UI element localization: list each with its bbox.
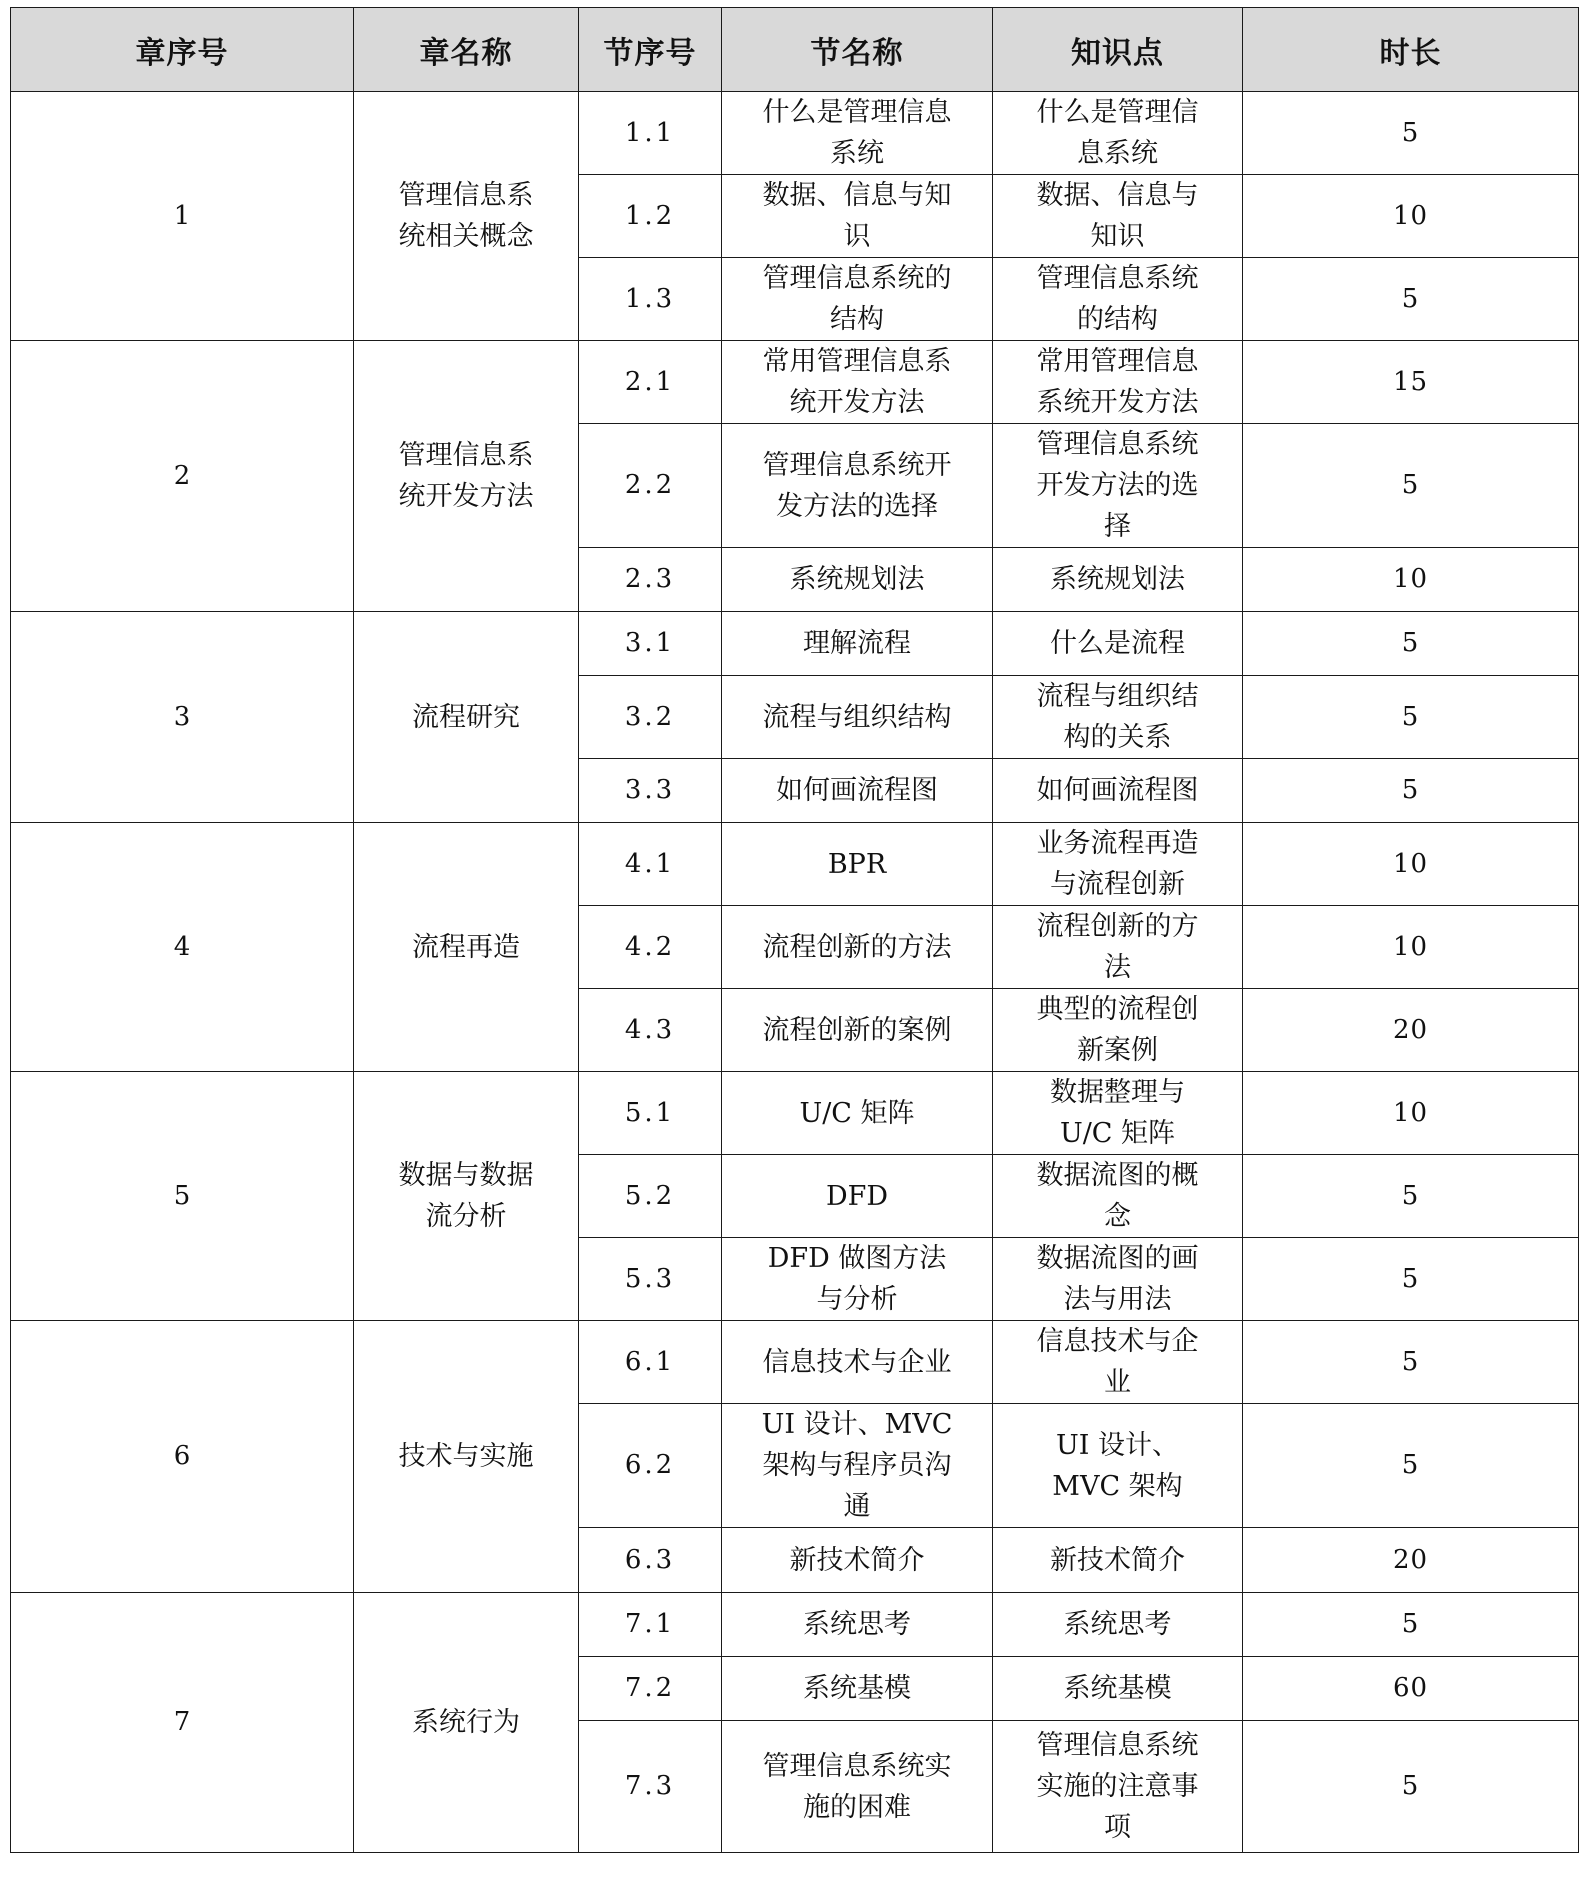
section-name-cell-text: DFD bbox=[825, 1180, 889, 1212]
chapter-name-cell-text: 数据与数据流分析 bbox=[398, 1160, 534, 1232]
section-name-cell bbox=[722, 759, 993, 823]
section-number-cell-text: 6.3 bbox=[624, 1544, 676, 1575]
knowledge-point-cell-text: 如何画流程图 bbox=[1036, 775, 1199, 806]
duration-cell-text: 10 bbox=[1392, 564, 1429, 594]
section-number-cell bbox=[579, 1404, 722, 1528]
section-number-cell bbox=[579, 1321, 722, 1404]
knowledge-point-cell-text: 流程创新的方法 bbox=[1036, 911, 1199, 983]
header-section-name: 节名称 bbox=[722, 8, 993, 92]
duration-cell-text: 10 bbox=[1392, 1097, 1429, 1128]
knowledge-point-cell-text: UI 设计、MVC 架构 bbox=[1052, 1429, 1183, 1502]
section-number-cell-text: 2.2 bbox=[624, 470, 676, 500]
knowledge-point-cell bbox=[993, 1657, 1243, 1721]
chapter-number-cell bbox=[11, 92, 354, 341]
chapter-number-cell-text: 4 bbox=[173, 931, 191, 962]
duration-cell-text: 5 bbox=[1401, 1346, 1420, 1377]
section-number-cell-text: 3.3 bbox=[624, 775, 676, 805]
knowledge-point-cell bbox=[993, 92, 1243, 175]
header-chapter-number: 章序号 bbox=[11, 8, 354, 92]
section-name-cell bbox=[722, 906, 993, 989]
section-number-cell bbox=[579, 906, 722, 989]
knowledge-point-cell-text: 数据流图的概念 bbox=[1036, 1160, 1199, 1232]
duration-cell bbox=[1243, 341, 1579, 424]
knowledge-point-cell bbox=[993, 175, 1243, 258]
section-name-cell-text: DFD 做图方法与分析 bbox=[767, 1243, 947, 1315]
knowledge-point-cell bbox=[993, 1404, 1243, 1528]
knowledge-point-cell-text: 典型的流程创新案例 bbox=[1036, 994, 1199, 1066]
header-knowledge-point: 知识点 bbox=[993, 8, 1243, 92]
chapter-number-cell-text: 3 bbox=[173, 701, 191, 732]
section-name-cell-text: 什么是管理信息系统 bbox=[762, 97, 952, 169]
knowledge-point-cell-text: 数据、信息与知识 bbox=[1036, 180, 1199, 252]
section-name-cell bbox=[722, 676, 993, 759]
duration-cell-text: 5 bbox=[1401, 1263, 1420, 1294]
section-number-cell-text: 7.2 bbox=[624, 1673, 676, 1703]
section-number-cell-text: 6.2 bbox=[624, 1450, 676, 1480]
chapter-name-cell-text: 流程再造 bbox=[412, 931, 520, 963]
section-number-cell bbox=[579, 341, 722, 424]
chapter-number-cell bbox=[11, 612, 354, 823]
chapter-number-cell bbox=[11, 1072, 354, 1321]
duration-cell bbox=[1243, 424, 1579, 548]
duration-cell bbox=[1243, 823, 1579, 906]
section-number-cell-text: 4.1 bbox=[624, 848, 676, 879]
section-name-cell-text: UI 设计、MVC 架构与程序员沟通 bbox=[761, 1409, 953, 1522]
duration-cell bbox=[1243, 612, 1579, 676]
chapter-name-cell bbox=[354, 92, 579, 341]
section-name-cell bbox=[722, 258, 993, 341]
section-name-cell-text: 系统基模 bbox=[803, 1673, 911, 1704]
knowledge-point-cell bbox=[993, 548, 1243, 612]
chapter-name-cell bbox=[354, 612, 579, 823]
chapter-name-cell-text: 流程研究 bbox=[412, 701, 520, 733]
knowledge-point-cell bbox=[993, 1155, 1243, 1238]
knowledge-point-cell bbox=[993, 676, 1243, 759]
knowledge-point-cell-text: 业务流程再造与流程创新 bbox=[1036, 828, 1199, 900]
duration-cell bbox=[1243, 1528, 1579, 1593]
section-number-cell-text: 6.1 bbox=[624, 1346, 676, 1377]
section-name-cell-text: U/C 矩阵 bbox=[799, 1097, 915, 1129]
chapter-number-cell bbox=[11, 341, 354, 612]
section-number-cell bbox=[579, 92, 722, 175]
knowledge-point-cell-text: 系统规划法 bbox=[1050, 564, 1185, 595]
duration-cell bbox=[1243, 1321, 1579, 1404]
duration-cell-text: 5 bbox=[1401, 628, 1420, 658]
section-number-cell bbox=[579, 823, 722, 906]
chapter-number-cell-text: 7 bbox=[173, 1707, 191, 1737]
duration-cell-text: 10 bbox=[1392, 848, 1429, 879]
duration-cell-text: 5 bbox=[1401, 1450, 1420, 1480]
chapter-name-cell bbox=[354, 1072, 579, 1321]
section-name-cell-text: 理解流程 bbox=[803, 628, 911, 659]
duration-cell bbox=[1243, 1155, 1579, 1238]
duration-cell bbox=[1243, 759, 1579, 823]
knowledge-point-cell-text: 系统思考 bbox=[1063, 1609, 1172, 1640]
section-number-cell-text: 4.2 bbox=[624, 931, 676, 962]
knowledge-point-cell bbox=[993, 759, 1243, 823]
table-row bbox=[11, 1593, 1579, 1657]
table-row bbox=[11, 823, 1579, 906]
knowledge-point-cell-text: 管理信息系统的结构 bbox=[1036, 263, 1199, 335]
section-number-cell bbox=[579, 1155, 722, 1238]
chapter-number-cell-text: 5 bbox=[173, 1180, 191, 1211]
duration-cell bbox=[1243, 92, 1579, 175]
header-chapter-name: 章名称 bbox=[354, 8, 579, 92]
header-section-number: 节序号 bbox=[579, 8, 722, 92]
chapter-name-cell bbox=[354, 1593, 579, 1853]
knowledge-point-cell-text: 管理信息系统开发方法的选择 bbox=[1036, 429, 1199, 542]
section-number-cell-text: 4.3 bbox=[624, 1014, 676, 1045]
section-name-cell bbox=[722, 1721, 993, 1853]
table-row bbox=[11, 612, 1579, 676]
section-number-cell bbox=[579, 1238, 722, 1321]
table-row bbox=[11, 1321, 1579, 1404]
section-name-cell bbox=[722, 1657, 993, 1721]
section-number-cell bbox=[579, 989, 722, 1072]
knowledge-point-cell bbox=[993, 823, 1243, 906]
chapter-number-cell bbox=[11, 1593, 354, 1853]
knowledge-point-cell-text: 信息技术与企业 bbox=[1036, 1326, 1199, 1398]
section-number-cell-text: 2.1 bbox=[624, 366, 676, 397]
duration-cell bbox=[1243, 1238, 1579, 1321]
table-row bbox=[11, 341, 1579, 424]
table-row bbox=[11, 1072, 1579, 1155]
chapter-number-cell bbox=[11, 823, 354, 1072]
chapter-name-cell bbox=[354, 341, 579, 612]
section-name-cell-text: 数据、信息与知识 bbox=[762, 180, 952, 252]
section-number-cell-text: 5.3 bbox=[624, 1263, 676, 1294]
knowledge-point-cell-text: 新技术简介 bbox=[1050, 1544, 1185, 1576]
section-number-cell bbox=[579, 759, 722, 823]
chapter-name-cell-text: 管理信息系统开发方法 bbox=[398, 440, 534, 512]
knowledge-point-cell bbox=[993, 989, 1243, 1072]
table-row bbox=[11, 92, 1579, 175]
section-number-cell bbox=[579, 1072, 722, 1155]
knowledge-point-cell bbox=[993, 1721, 1243, 1853]
section-number-cell bbox=[579, 175, 722, 258]
duration-cell-text: 5 bbox=[1401, 117, 1420, 148]
knowledge-point-cell bbox=[993, 1321, 1243, 1404]
section-number-cell bbox=[579, 258, 722, 341]
duration-cell-text: 5 bbox=[1401, 775, 1420, 805]
section-number-cell-text: 3.1 bbox=[624, 628, 676, 658]
section-name-cell-text: 信息技术与企业 bbox=[762, 1346, 952, 1378]
chapter-number-cell-text: 1 bbox=[173, 200, 191, 231]
duration-cell bbox=[1243, 989, 1579, 1072]
section-name-cell bbox=[722, 1238, 993, 1321]
section-name-cell bbox=[722, 1321, 993, 1404]
duration-cell bbox=[1243, 175, 1579, 258]
section-name-cell-text: 管理信息系统实施的困难 bbox=[762, 1750, 952, 1823]
section-name-cell bbox=[722, 989, 993, 1072]
duration-cell-text: 5 bbox=[1401, 470, 1420, 500]
section-name-cell-text: 流程创新的方法 bbox=[762, 931, 952, 963]
section-name-cell bbox=[722, 1072, 993, 1155]
header-duration: 时长 bbox=[1243, 8, 1579, 92]
duration-cell-text: 20 bbox=[1392, 1544, 1429, 1575]
duration-cell bbox=[1243, 548, 1579, 612]
section-name-cell bbox=[722, 612, 993, 676]
chapter-number-cell-text: 6 bbox=[173, 1441, 191, 1471]
knowledge-point-cell-text: 数据流图的画法与用法 bbox=[1036, 1243, 1199, 1315]
section-name-cell-text: 系统思考 bbox=[803, 1609, 911, 1640]
knowledge-point-cell-text: 流程与组织结构的关系 bbox=[1036, 681, 1199, 753]
section-name-cell-text: 管理信息系统的结构 bbox=[762, 263, 952, 335]
duration-cell-text: 5 bbox=[1401, 1180, 1420, 1211]
chapter-number-cell-text: 2 bbox=[173, 460, 191, 491]
section-name-cell-text: 新技术简介 bbox=[789, 1544, 925, 1576]
section-number-cell bbox=[579, 676, 722, 759]
knowledge-point-cell bbox=[993, 1238, 1243, 1321]
table-body bbox=[11, 92, 1579, 1853]
section-name-cell bbox=[722, 341, 993, 424]
knowledge-point-cell bbox=[993, 1528, 1243, 1593]
chapter-name-cell-text: 技术与实施 bbox=[398, 1441, 534, 1472]
duration-cell bbox=[1243, 676, 1579, 759]
duration-cell-text: 10 bbox=[1392, 931, 1429, 962]
section-number-cell-text: 5.2 bbox=[624, 1180, 676, 1211]
section-number-cell bbox=[579, 612, 722, 676]
knowledge-point-cell bbox=[993, 341, 1243, 424]
duration-cell-text: 5 bbox=[1401, 1771, 1420, 1801]
section-name-cell bbox=[722, 424, 993, 548]
section-number-cell bbox=[579, 424, 722, 548]
section-number-cell bbox=[579, 548, 722, 612]
knowledge-point-cell bbox=[993, 906, 1243, 989]
knowledge-point-cell bbox=[993, 612, 1243, 676]
duration-cell bbox=[1243, 1721, 1579, 1853]
knowledge-point-cell-text: 管理信息系统实施的注意事项 bbox=[1036, 1730, 1199, 1843]
duration-cell bbox=[1243, 1657, 1579, 1721]
section-name-cell-text: 如何画流程图 bbox=[776, 775, 938, 806]
chapter-name-cell-text: 系统行为 bbox=[412, 1707, 520, 1738]
header-row bbox=[11, 8, 1579, 92]
knowledge-point-cell bbox=[993, 258, 1243, 341]
section-name-cell-text: BPR bbox=[827, 848, 887, 880]
section-name-cell-text: 常用管理信息系统开发方法 bbox=[762, 346, 952, 418]
duration-cell-text: 20 bbox=[1392, 1014, 1429, 1045]
section-number-cell-text: 7.3 bbox=[624, 1771, 676, 1801]
section-name-cell bbox=[722, 1404, 993, 1528]
section-name-cell-text: 流程创新的案例 bbox=[762, 1014, 952, 1046]
duration-cell-text: 5 bbox=[1401, 701, 1420, 732]
knowledge-point-cell bbox=[993, 1072, 1243, 1155]
course-schedule-table bbox=[10, 7, 1579, 1853]
knowledge-point-cell-text: 系统基模 bbox=[1063, 1673, 1172, 1704]
duration-cell-text: 5 bbox=[1401, 283, 1420, 314]
knowledge-point-cell bbox=[993, 424, 1243, 548]
section-name-cell bbox=[722, 548, 993, 612]
section-number-cell-text: 1.2 bbox=[624, 200, 676, 231]
duration-cell-text: 10 bbox=[1392, 200, 1429, 231]
duration-cell bbox=[1243, 906, 1579, 989]
chapter-number-cell bbox=[11, 1321, 354, 1593]
section-number-cell bbox=[579, 1593, 722, 1657]
section-number-cell bbox=[579, 1657, 722, 1721]
section-name-cell-text: 系统规划法 bbox=[789, 564, 925, 595]
section-number-cell bbox=[579, 1721, 722, 1853]
section-name-cell-text: 流程与组织结构 bbox=[762, 701, 952, 733]
section-name-cell bbox=[722, 1593, 993, 1657]
duration-cell-text: 60 bbox=[1392, 1673, 1429, 1703]
duration-cell bbox=[1243, 258, 1579, 341]
section-number-cell-text: 7.1 bbox=[624, 1609, 676, 1639]
section-number-cell-text: 2.3 bbox=[624, 564, 676, 594]
section-name-cell bbox=[722, 175, 993, 258]
table-header bbox=[11, 8, 1579, 92]
knowledge-point-cell bbox=[993, 1593, 1243, 1657]
section-number-cell-text: 3.2 bbox=[624, 701, 676, 732]
knowledge-point-cell-text: 什么是管理信息系统 bbox=[1036, 97, 1199, 169]
duration-cell bbox=[1243, 1593, 1579, 1657]
duration-cell-text: 5 bbox=[1401, 1609, 1420, 1639]
duration-cell bbox=[1243, 1072, 1579, 1155]
section-number-cell-text: 1.1 bbox=[624, 117, 676, 148]
section-name-cell bbox=[722, 1528, 993, 1593]
chapter-name-cell bbox=[354, 823, 579, 1072]
chapter-name-cell bbox=[354, 1321, 579, 1593]
duration-cell-text: 15 bbox=[1392, 366, 1429, 397]
section-name-cell bbox=[722, 92, 993, 175]
section-number-cell-text: 1.3 bbox=[624, 283, 676, 314]
section-name-cell bbox=[722, 1155, 993, 1238]
section-number-cell-text: 5.1 bbox=[624, 1097, 676, 1128]
knowledge-point-cell-text: 数据整理与 U/C 矩阵 bbox=[1050, 1077, 1185, 1149]
section-name-cell-text: 管理信息系统开发方法的选择 bbox=[762, 449, 952, 522]
chapter-name-cell-text: 管理信息系统相关概念 bbox=[398, 180, 534, 252]
knowledge-point-cell-text: 常用管理信息系统开发方法 bbox=[1036, 346, 1199, 418]
section-number-cell bbox=[579, 1528, 722, 1593]
duration-cell bbox=[1243, 1404, 1579, 1528]
section-name-cell bbox=[722, 823, 993, 906]
knowledge-point-cell-text: 什么是流程 bbox=[1050, 628, 1185, 659]
